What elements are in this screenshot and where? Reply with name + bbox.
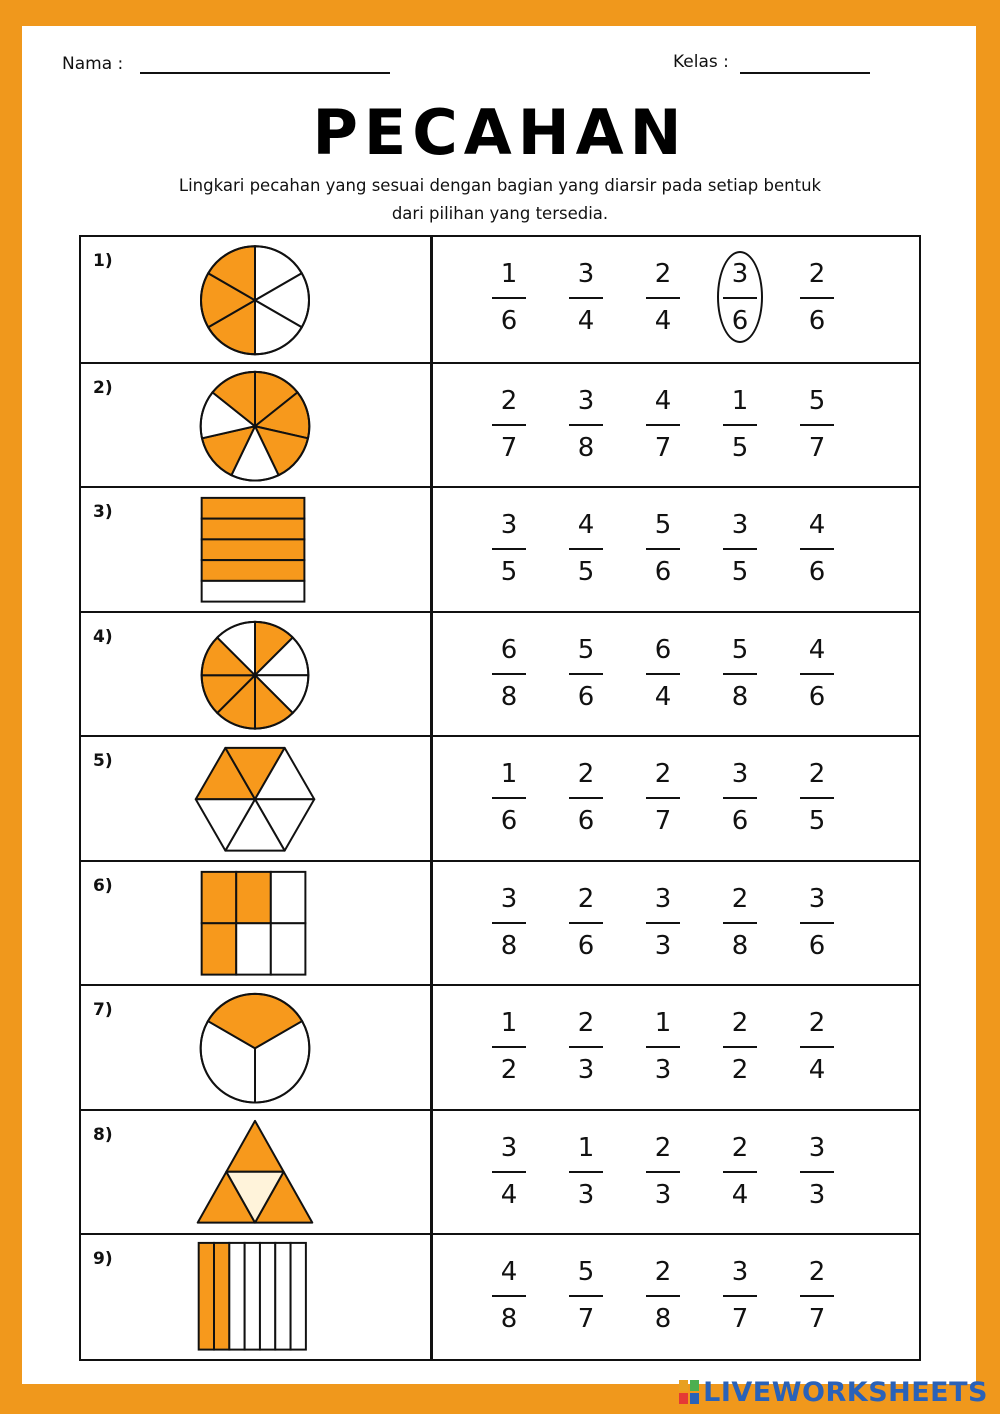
fraction-numerator: 5 [577, 634, 595, 665]
class-label: Kelas : [673, 52, 729, 72]
fraction-bar [492, 297, 526, 299]
fraction-denominator: 3 [654, 1055, 672, 1085]
fraction-choice[interactable] [564, 1132, 608, 1212]
fraction-denominator: 3 [577, 1179, 595, 1210]
question-number: 6) [93, 875, 113, 896]
fraction-denominator: 8 [654, 1304, 672, 1334]
fraction-numerator: 2 [731, 883, 749, 914]
fraction-numerator: 2 [654, 259, 672, 289]
fraction-numerator: 3 [731, 510, 749, 540]
fraction-bar [492, 1046, 526, 1048]
fraction-bar [569, 673, 603, 675]
fraction-numerator: 3 [577, 259, 595, 289]
fraction-choice[interactable] [487, 385, 531, 465]
fraction-denominator: 8 [731, 930, 749, 961]
fraction-denominator: 7 [654, 432, 672, 463]
fraction-bar [646, 1295, 680, 1297]
fraction-shape-grid-3x2 [81, 862, 430, 985]
fraction-choice[interactable] [564, 634, 608, 714]
fraction-bar [492, 548, 526, 550]
fraction-denominator: 3 [577, 1055, 595, 1085]
name-label: Nama : [62, 54, 124, 74]
fraction-bar [800, 548, 834, 550]
question-row [81, 1109, 919, 1234]
fraction-choice[interactable] [564, 385, 608, 465]
fraction-choice[interactable] [718, 385, 762, 465]
fraction-bar [569, 548, 603, 550]
question-number: 1) [93, 251, 113, 271]
fraction-denominator: 6 [808, 930, 826, 961]
fraction-choice[interactable] [795, 761, 839, 838]
fraction-choice[interactable] [718, 1259, 762, 1336]
fraction-shape-triangle-4 [81, 1111, 430, 1234]
fraction-shape-vertical-bars-7 [81, 1235, 430, 1358]
fraction-numerator: 5 [731, 634, 749, 665]
fraction-bar [492, 424, 526, 426]
question-row [81, 860, 919, 985]
fraction-bar [800, 1046, 834, 1048]
fraction-bar [569, 297, 603, 299]
fraction-denominator: 8 [500, 1304, 518, 1334]
fraction-denominator: 6 [654, 557, 672, 587]
question-number: 3) [93, 502, 113, 522]
fraction-choice[interactable] [641, 761, 685, 838]
shape-part [202, 923, 237, 974]
fraction-bar [492, 797, 526, 799]
question-row [81, 611, 919, 736]
fraction-bar [569, 1171, 603, 1173]
fraction-choice[interactable] [564, 261, 608, 338]
fraction-bar [569, 424, 603, 426]
fraction-denominator: 5 [808, 806, 826, 836]
fraction-bar [492, 922, 526, 924]
fraction-shape-hexagon-6 [81, 737, 430, 860]
fraction-shape-circle-8 [81, 613, 430, 736]
fraction-bar [646, 424, 680, 426]
fraction-choice[interactable] [487, 634, 531, 714]
fraction-denominator: 7 [654, 806, 672, 836]
fraction-numerator: 2 [731, 1008, 749, 1038]
fraction-denominator: 5 [731, 557, 749, 587]
question-row [81, 362, 919, 487]
fraction-bar [646, 797, 680, 799]
fraction-bar [569, 922, 603, 924]
fraction-bar [492, 673, 526, 675]
fraction-choice[interactable] [795, 512, 839, 589]
fraction-numerator: 2 [500, 385, 518, 416]
fraction-choice[interactable] [795, 1259, 839, 1336]
fraction-denominator: 6 [577, 806, 595, 836]
question-row [81, 1233, 919, 1358]
fraction-numerator: 2 [654, 1257, 672, 1287]
shape-part [202, 581, 305, 602]
fraction-bar [723, 424, 757, 426]
fraction-denominator: 8 [500, 930, 518, 961]
fraction-denominator: 6 [500, 806, 518, 836]
fraction-denominator: 3 [654, 930, 672, 961]
fraction-choice[interactable] [641, 385, 685, 465]
fraction-choice[interactable] [795, 634, 839, 714]
shape-part [275, 1243, 290, 1350]
question-row [81, 237, 919, 362]
fraction-denominator: 2 [500, 1055, 518, 1085]
fraction-numerator: 6 [500, 634, 518, 665]
fraction-bar [723, 1046, 757, 1048]
fraction-denominator: 7 [731, 1304, 749, 1334]
fraction-numerator: 3 [808, 1132, 826, 1163]
fraction-choice[interactable] [564, 761, 608, 838]
fraction-numerator: 4 [654, 385, 672, 416]
fraction-denominator: 6 [808, 681, 826, 712]
question-number: 7) [93, 1000, 113, 1020]
fraction-bar [800, 424, 834, 426]
name-field[interactable] [140, 72, 390, 74]
fraction-denominator: 7 [808, 1304, 826, 1334]
fraction-numerator: 2 [731, 1132, 749, 1163]
fraction-numerator: 1 [731, 385, 749, 416]
fraction-choice[interactable] [718, 761, 762, 838]
answer-circle [717, 251, 763, 343]
fraction-denominator: 6 [577, 930, 595, 961]
fraction-bar [569, 1046, 603, 1048]
brand-text: LIVEWORKSHEETS [703, 1376, 988, 1408]
fraction-denominator: 3 [808, 1179, 826, 1210]
fraction-choice[interactable] [641, 1259, 685, 1336]
fraction-numerator: 3 [731, 759, 749, 789]
fraction-choice[interactable] [487, 512, 531, 589]
shape-part [236, 923, 271, 974]
fraction-choice[interactable] [487, 1132, 531, 1212]
fraction-numerator: 3 [808, 883, 826, 914]
brand-logo [679, 1374, 988, 1410]
shape-part [236, 871, 271, 922]
fraction-bar [800, 297, 834, 299]
fraction-numerator: 3 [500, 510, 518, 540]
fraction-numerator: 4 [808, 634, 826, 665]
fraction-choice[interactable] [795, 883, 839, 963]
fraction-numerator: 3 [577, 385, 595, 416]
fraction-denominator: 4 [808, 1055, 826, 1085]
fraction-choice[interactable] [564, 1010, 608, 1087]
fraction-numerator: 2 [577, 759, 595, 789]
fraction-numerator: 5 [808, 385, 826, 416]
shape-part [229, 1243, 244, 1350]
shape-part [245, 1243, 260, 1350]
shape-part [291, 1243, 306, 1350]
fraction-denominator: 8 [500, 681, 518, 712]
fraction-choice[interactable] [487, 1259, 531, 1336]
shape-part [202, 519, 305, 540]
fraction-bar [646, 297, 680, 299]
fraction-choice[interactable] [641, 512, 685, 589]
fraction-shape-circle-3 [81, 986, 430, 1109]
fraction-bar [723, 1171, 757, 1173]
fraction-numerator: 5 [577, 1257, 595, 1287]
fraction-denominator: 6 [731, 306, 749, 336]
fraction-choice[interactable] [487, 883, 531, 963]
fraction-bar [646, 548, 680, 550]
fraction-numerator: 2 [808, 1008, 826, 1038]
fraction-numerator: 2 [654, 759, 672, 789]
fraction-denominator: 7 [500, 432, 518, 463]
fraction-denominator: 6 [808, 557, 826, 587]
fraction-numerator: 2 [808, 759, 826, 789]
fraction-choice[interactable] [487, 761, 531, 838]
question-row [81, 984, 919, 1109]
fraction-bar [800, 1295, 834, 1297]
fraction-numerator: 4 [500, 1257, 518, 1287]
fraction-bar [646, 1046, 680, 1048]
fraction-shape-circle-6 [81, 237, 430, 362]
fraction-choice[interactable] [641, 1010, 685, 1087]
fraction-denominator: 4 [654, 681, 672, 712]
fraction-bar [646, 1171, 680, 1173]
fraction-denominator: 8 [731, 681, 749, 712]
fraction-bar [492, 1295, 526, 1297]
fraction-choice[interactable] [795, 1132, 839, 1212]
question-table [79, 235, 921, 1361]
fraction-numerator: 1 [500, 259, 518, 289]
fraction-choice[interactable] [487, 261, 531, 338]
fraction-bar [723, 1295, 757, 1297]
fraction-denominator: 5 [731, 432, 749, 463]
shape-part [202, 871, 237, 922]
shape-part [202, 560, 305, 581]
fraction-numerator: 2 [808, 259, 826, 289]
fraction-denominator: 3 [654, 1179, 672, 1210]
shape-part [271, 871, 306, 922]
fraction-denominator: 7 [577, 1304, 595, 1334]
shape-part [199, 1243, 214, 1350]
fraction-choice[interactable] [795, 261, 839, 338]
fraction-numerator: 6 [654, 634, 672, 665]
question-number: 8) [93, 1124, 113, 1145]
fraction-numerator: 3 [731, 259, 749, 289]
fraction-denominator: 6 [500, 306, 518, 336]
fraction-numerator: 1 [500, 1008, 518, 1038]
fraction-choice[interactable] [795, 1010, 839, 1087]
shape-part [202, 498, 305, 519]
fraction-numerator: 3 [731, 1257, 749, 1287]
fraction-choice[interactable] [718, 512, 762, 589]
fraction-bar [723, 548, 757, 550]
fraction-numerator: 2 [577, 1008, 595, 1038]
fraction-denominator: 4 [500, 1179, 518, 1210]
fraction-bar [800, 673, 834, 675]
fraction-numerator: 4 [577, 510, 595, 540]
fraction-denominator: 5 [500, 557, 518, 587]
fraction-bar [569, 797, 603, 799]
fraction-shape-horizontal-bars-5 [81, 488, 430, 611]
fraction-choice[interactable] [718, 883, 762, 963]
question-number: 2) [93, 377, 113, 398]
fraction-denominator: 4 [577, 306, 595, 336]
fraction-denominator: 6 [577, 681, 595, 712]
question-number: 4) [93, 626, 113, 647]
fraction-choice[interactable] [718, 1132, 762, 1212]
fraction-numerator: 2 [654, 1132, 672, 1163]
fraction-bar [800, 797, 834, 799]
fraction-shape-circle-7 [81, 364, 430, 487]
fraction-denominator: 5 [577, 557, 595, 587]
fraction-numerator: 3 [500, 1132, 518, 1163]
class-field[interactable] [740, 72, 870, 74]
fraction-bar [569, 1295, 603, 1297]
fraction-denominator: 8 [577, 432, 595, 463]
liveworksheets-logo-icon [679, 1380, 699, 1404]
fraction-bar [800, 1171, 834, 1173]
fraction-bar [723, 922, 757, 924]
fraction-choice[interactable] [718, 634, 762, 714]
fraction-bar [723, 797, 757, 799]
fraction-choice[interactable] [564, 883, 608, 963]
fraction-bar [800, 922, 834, 924]
fraction-choice[interactable] [641, 634, 685, 714]
question-number: 9) [93, 1249, 113, 1269]
fraction-numerator: 3 [654, 883, 672, 914]
instructions-line-2: dari pilihan yang tersedia. [391, 204, 609, 223]
fraction-denominator: 4 [654, 306, 672, 336]
fraction-numerator: 2 [808, 1257, 826, 1287]
question-number: 5) [93, 751, 113, 771]
question-row [81, 486, 919, 611]
shape-part [214, 1243, 229, 1350]
question-row [81, 735, 919, 860]
fraction-bar [492, 1171, 526, 1173]
fraction-choice[interactable] [718, 1010, 762, 1087]
fraction-choice[interactable] [487, 1010, 531, 1087]
fraction-bar [646, 922, 680, 924]
fraction-denominator: 6 [808, 306, 826, 336]
fraction-numerator: 1 [500, 759, 518, 789]
fraction-choice[interactable] [564, 1259, 608, 1336]
fraction-numerator: 5 [654, 510, 672, 540]
shape-part [260, 1243, 275, 1350]
fraction-denominator: 7 [808, 432, 826, 463]
fraction-numerator: 2 [577, 883, 595, 914]
fraction-choice[interactable] [641, 883, 685, 963]
fraction-numerator: 3 [500, 883, 518, 914]
fraction-bar [646, 673, 680, 675]
fraction-denominator: 6 [731, 806, 749, 836]
shape-part [226, 1120, 283, 1171]
fraction-choice[interactable] [564, 512, 608, 589]
shape-part [202, 539, 305, 560]
fraction-choice[interactable] [795, 385, 839, 465]
page-title: PECAHAN [312, 96, 688, 169]
fraction-bar [723, 673, 757, 675]
fraction-denominator: 2 [731, 1055, 749, 1085]
instructions [100, 172, 900, 228]
fraction-numerator: 1 [577, 1132, 595, 1163]
fraction-choice[interactable] [641, 261, 685, 338]
instructions-line-1: Lingkari pecahan yang sesuai dengan bagian yang diarsir pada setiap bentuk [178, 176, 822, 195]
fraction-denominator: 4 [731, 1179, 749, 1210]
fraction-numerator: 4 [808, 510, 826, 540]
fraction-numerator: 1 [654, 1008, 672, 1038]
shape-part [271, 923, 306, 974]
fraction-choice[interactable] [641, 1132, 685, 1212]
